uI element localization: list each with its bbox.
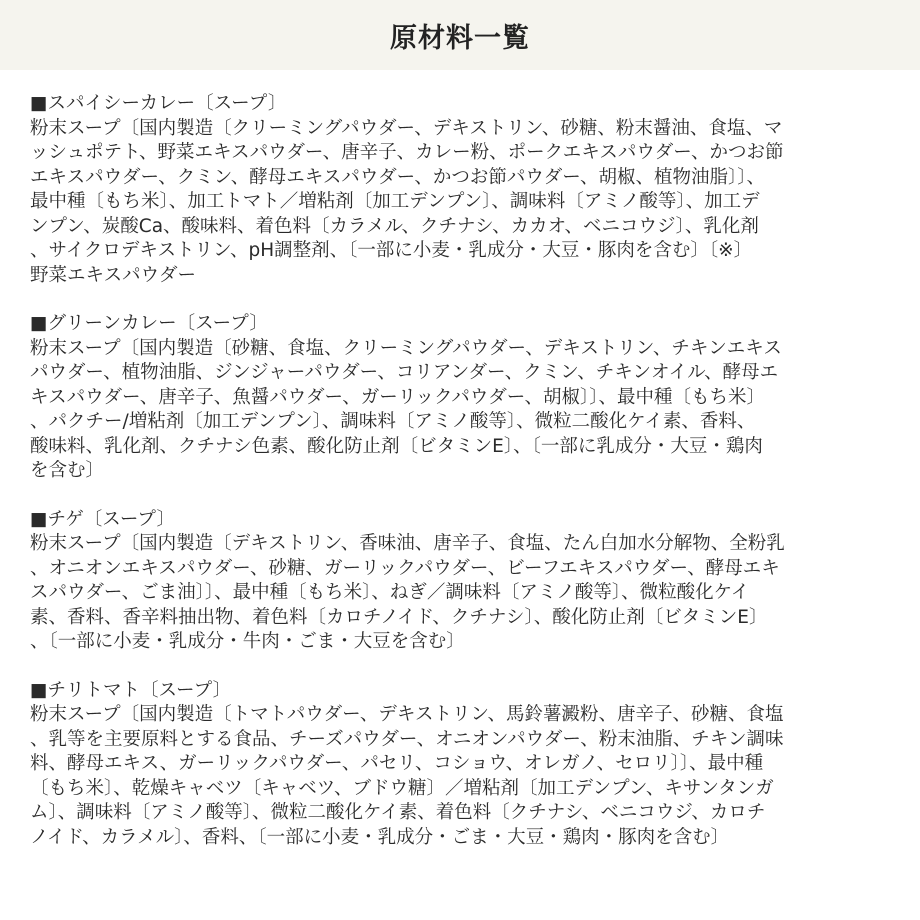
ingredient-line: 料、酵母エキス、ガーリックパウダー、パセリ、コショウ、オレガノ、セロリ〕〕、最中種	[30, 753, 764, 774]
ingredient-line: 粉末スープ〔国内製造〔クリーミングパウダー、デキストリン、砂糖、粉末醤油、食塩、マ	[30, 117, 783, 139]
ingredient-line: 素、香料、香辛料抽出物、着色料〔カロチノイド、クチナシ〕、酸化防止剤〔ビタミンE〕	[30, 606, 768, 628]
section-body	[30, 703, 892, 850]
ingredient-line: 野菜エキスパウダー	[30, 264, 196, 286]
ingredient-line: を含む〕	[30, 460, 105, 481]
section-title: ■チリトマト〔スープ〕	[30, 679, 232, 701]
header-bar	[0, 0, 920, 70]
section-body	[30, 532, 892, 655]
section-title: ■グリーンカレー〔スープ〕	[30, 313, 268, 334]
ingredient-line: 、サイクロデキストリン、pH調整剤、〔一部に小麦・乳成分・大豆・豚肉を含む〕〔※〕	[30, 240, 753, 261]
section-title: ■チゲ〔スープ〕	[30, 508, 175, 530]
ingredient-line: ム〕、調味料〔アミノ酸等〕、微粒二酸化ケイ素、着色料〔クチナシ、ベニコウジ、カロチ	[30, 802, 766, 823]
section-body	[30, 337, 892, 484]
ingredient-line: 〔もち米〕、乾燥キャベツ〔キャベツ、ブドウ糖〕／増粘剤〔加工デンプン、キサンタンガ	[30, 777, 774, 799]
ingredient-line: 粉末スープ〔国内製造〔トマトパウダー、デキストリン、馬鈴薯澱粉、唐辛子、砂糖、食塩	[30, 704, 784, 725]
ingredient-line: ノイド、カラメル〕、香料、〔一部に小麦・乳成分・ごま・大豆・鶏肉・豚肉を含む〕	[30, 826, 730, 848]
ingredient-line: ンプン、炭酸Ca、酸味料、着色料〔カラメル、クチナシ、カカオ、ベニコウジ〕、乳化剤	[30, 215, 759, 237]
section-chili-tomato	[30, 679, 892, 851]
ingredients-list	[30, 92, 892, 874]
ingredient-line: 最中種〔もち米〕、加工トマト／増粘剤〔加工デンプン〕、調味料〔アミノ酸等〕、加工デ	[30, 191, 760, 212]
ingredient-line: 粉末スープ〔国内製造〔デキストリン、香味油、唐辛子、食塩、たん白加水分解物、全粉乳	[30, 533, 785, 554]
ingredient-line: パウダー、植物油脂、ジンジャーパウダー、コリアンダー、クミン、チキンオイル、酵母エ	[30, 362, 779, 383]
ingredient-line: 酸味料、乳化剤、クチナシ色素、酸化防止剤〔ビタミンE〕、〔一部に乳成分・大豆・鶏肉	[30, 435, 763, 457]
ingredient-line: 粉末スープ〔国内製造〔砂糖、食塩、クリーミングパウダー、デキストリン、チキンエキス	[30, 337, 782, 359]
ingredient-line: スパウダー、ごま油〕〕、最中種〔もち米〕、ねぎ／調味料〔アミノ酸等〕、微粒酸化ケイ	[30, 582, 750, 603]
section-body	[30, 117, 892, 289]
ingredient-line: 、乳等を主要原料とする食品、チーズパウダー、オニオンパウダー、粉末油脂、チキン調味	[30, 728, 784, 750]
section-title: ■スパイシーカレー〔スープ〕	[30, 93, 287, 114]
ingredient-line: エキスパウダー、クミン、酵母エキスパウダー、かつお節パウダー、胡椒、植物油脂〕〕、	[30, 166, 766, 188]
ingredient-line: 、パクチー/増粘剤〔加工デンプン〕、調味料〔アミノ酸等〕、微粒二酸化ケイ素、香料、	[30, 411, 756, 432]
section-green-curry	[30, 312, 892, 484]
page-title: 原材料一覧	[390, 22, 530, 54]
ingredient-line: キスパウダー、唐辛子、魚醤パウダー、ガーリックパウダー、胡椒〕〕、最中種〔もち米〕	[30, 386, 766, 408]
ingredient-line: 、オニオンエキスパウダー、砂糖、ガーリックパウダー、ビーフエキスパウダー、酵母エキ	[30, 557, 780, 579]
section-spicy-curry	[30, 92, 892, 288]
section-chige	[30, 508, 892, 655]
ingredient-line: 、〔一部に小麦・乳成分・牛肉・ごま・大豆を含む〕	[30, 631, 465, 652]
ingredient-line: ッシュポテト、野菜エキスパウダー、唐辛子、カレー粉、ポークエキスパウダー、かつお節	[30, 142, 784, 163]
